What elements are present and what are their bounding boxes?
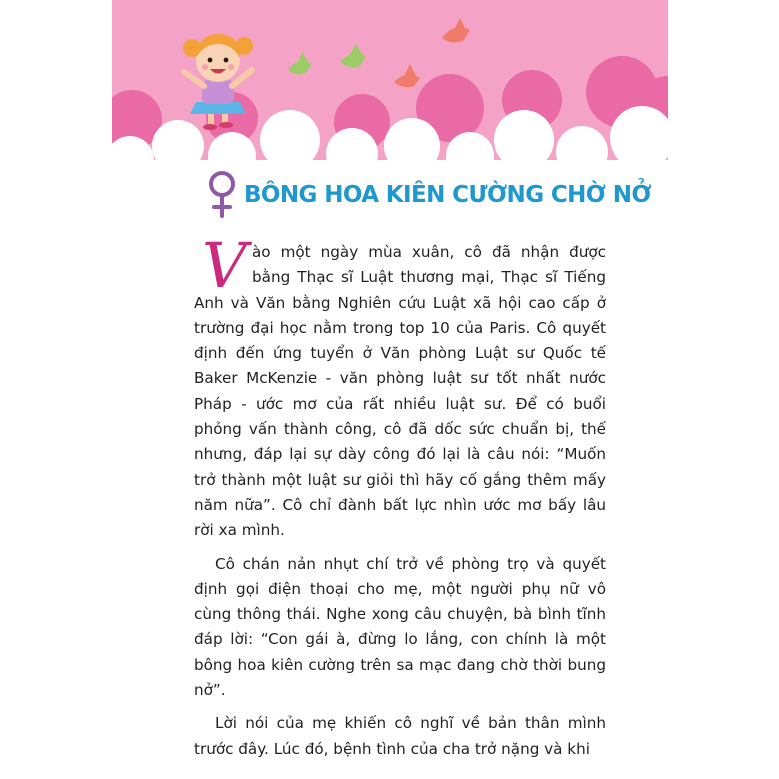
story-paragraph-3: Lời nói của mẹ khiến cô nghĩ về bản thân mình trước đây. Lúc đó, bệnh tình của cha trở nặng và khi [194,714,606,758]
story-paragraph-1 [194,229,606,544]
paragraph-text: ào một ngày mùa xuân, cô đã nhận được bằng Thạc sĩ Luật thương mại, Thạc sĩ Tiếng Anh và Văn bằng Nghiên cứu Luật xã hội cao cấp ở trường đại học nằm trong top 10 của Paris. Cô quyết định đến ứng tuyển ở Văn phòng Luật sư Quốc tế Baker McKenzie - văn phòng luật sư tốt nhất nước Pháp - ước mơ của rất nhiều luật sư. Để có buổi phỏng vấn thành công, cô đã dốc sức chuẩn bị, thế nhưng, đáp lại sự dày công đó lại là câu nói: “Muốn trở thành một luật sư giỏi thì hãy cố gắng thêm mấy năm nữa”. Cô chỉ đành bất lực nhìn ước mơ bấy lâu rời xa mình. [194,243,606,540]
chapter-title: BÔNG HOA KIÊN CƯỜNG CHỜ NỞ [244,182,651,208]
book-page [112,0,668,779]
story-body [194,229,606,770]
header-banner [112,0,668,172]
drop-cap-letter: V [202,229,247,302]
chapter-title-row [206,170,651,220]
story-paragraph-2: Cô chán nản nhụt chí trở về phòng trọ và quyết định gọi điện thoại cho mẹ, một người phụ nữ vô cùng thông thái. Nghe xong câu chuyện, bà bình tĩnh đáp lời: “Con gái à, đừng lo lắng, con chính là một bông hoa kiên cường trên sa mạc đang chờ thời bung nở”. [194,554,606,700]
female-symbol-icon [206,170,238,220]
